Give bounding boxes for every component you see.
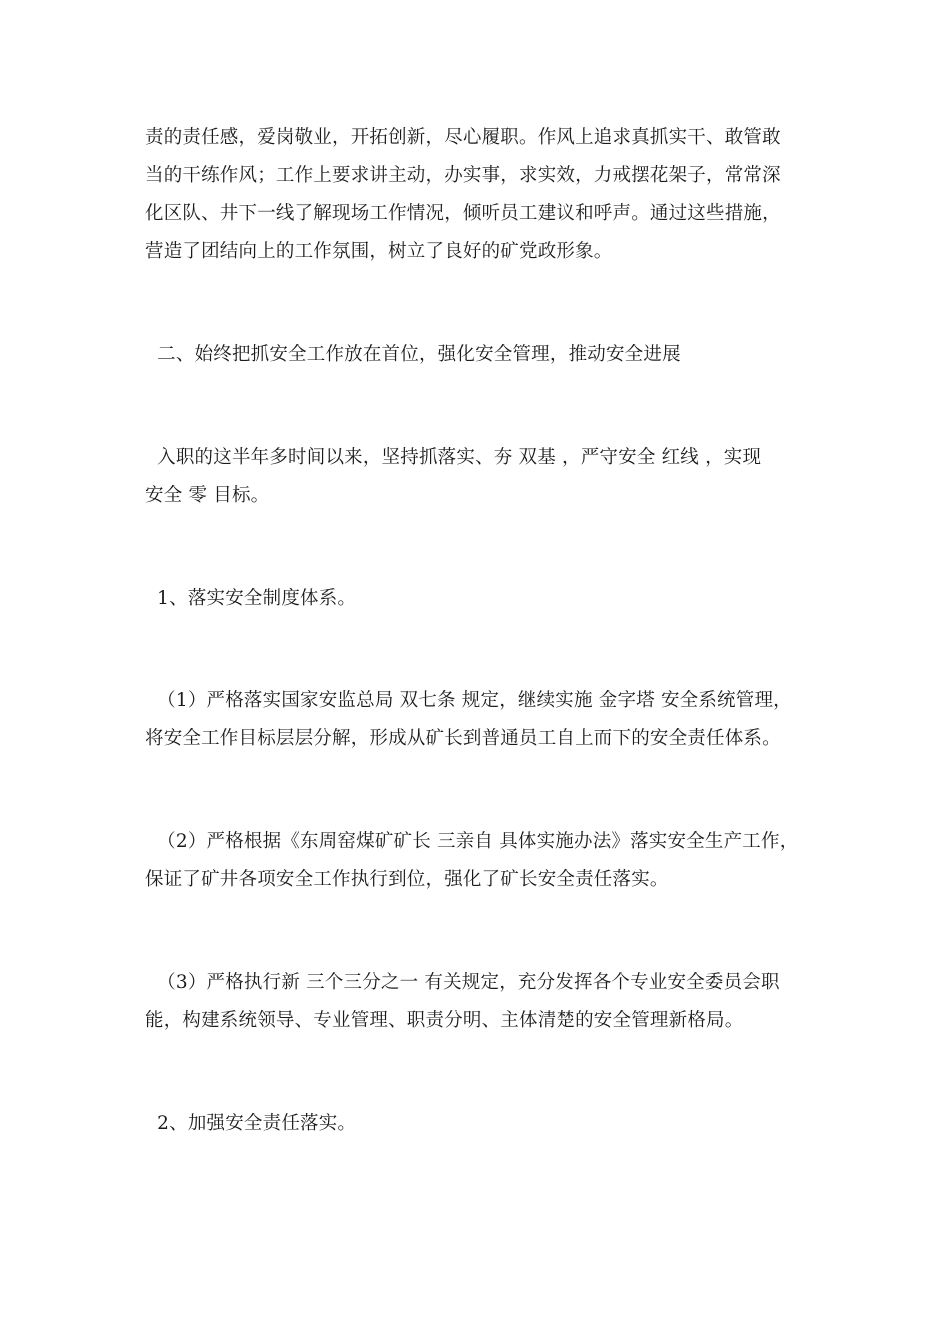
paragraph-line: 能，构建系统领导、专业管理、职责分明、主体清楚的安全管理新格局。 [145,1010,744,1031]
subsection-heading: 2、加强安全责任落实。 [145,1113,357,1134]
paragraph-line: 安全 零 目标。 [145,485,270,506]
paragraph-line: 入职的这半年多时间以来，坚持抓落实、夯 双基 ，严守安全 红线 ，实现 [145,447,762,468]
paragraph-line: 责的责任感，爱岗敬业，开拓创新，尽心履职。作风上追求真抓实干、敢管敢 [145,127,781,148]
paragraph-line: （2）严格根据《东周窑煤矿矿长 三亲自 具体实施办法》落实安全生产工作， [145,831,799,852]
paragraph-line: 保证了矿井各项安全工作执行到位，强化了矿长安全责任落实。 [145,869,669,890]
paragraph-line: （3）严格执行新 三个三分之一 有关规定，充分发挥各个专业安全委员会职 [145,972,780,993]
paragraph-line: 化区队、井下一线了解现场工作情况，倾听员工建议和呼声。通过这些措施， [145,203,781,224]
paragraph-line: 营造了团结向上的工作氛围，树立了良好的矿党政形象。 [145,241,613,262]
paragraph-line: 将安全工作目标层层分解，形成从矿长到普通员工自上而下的安全责任体系。 [145,728,781,749]
paragraph-line: （1）严格落实国家安监总局 双七条 规定，继续实施 金字塔 安全系统管理， [145,690,792,711]
section-heading: 二、始终把抓安全工作放在首位，强化安全管理，推动安全进展 [145,344,681,365]
paragraph-line: 当的干练作风；工作上要求讲主动，办实事，求实效，力戒摆花架子，常常深 [145,165,781,186]
subsection-heading: 1、落实安全制度体系。 [145,588,357,609]
